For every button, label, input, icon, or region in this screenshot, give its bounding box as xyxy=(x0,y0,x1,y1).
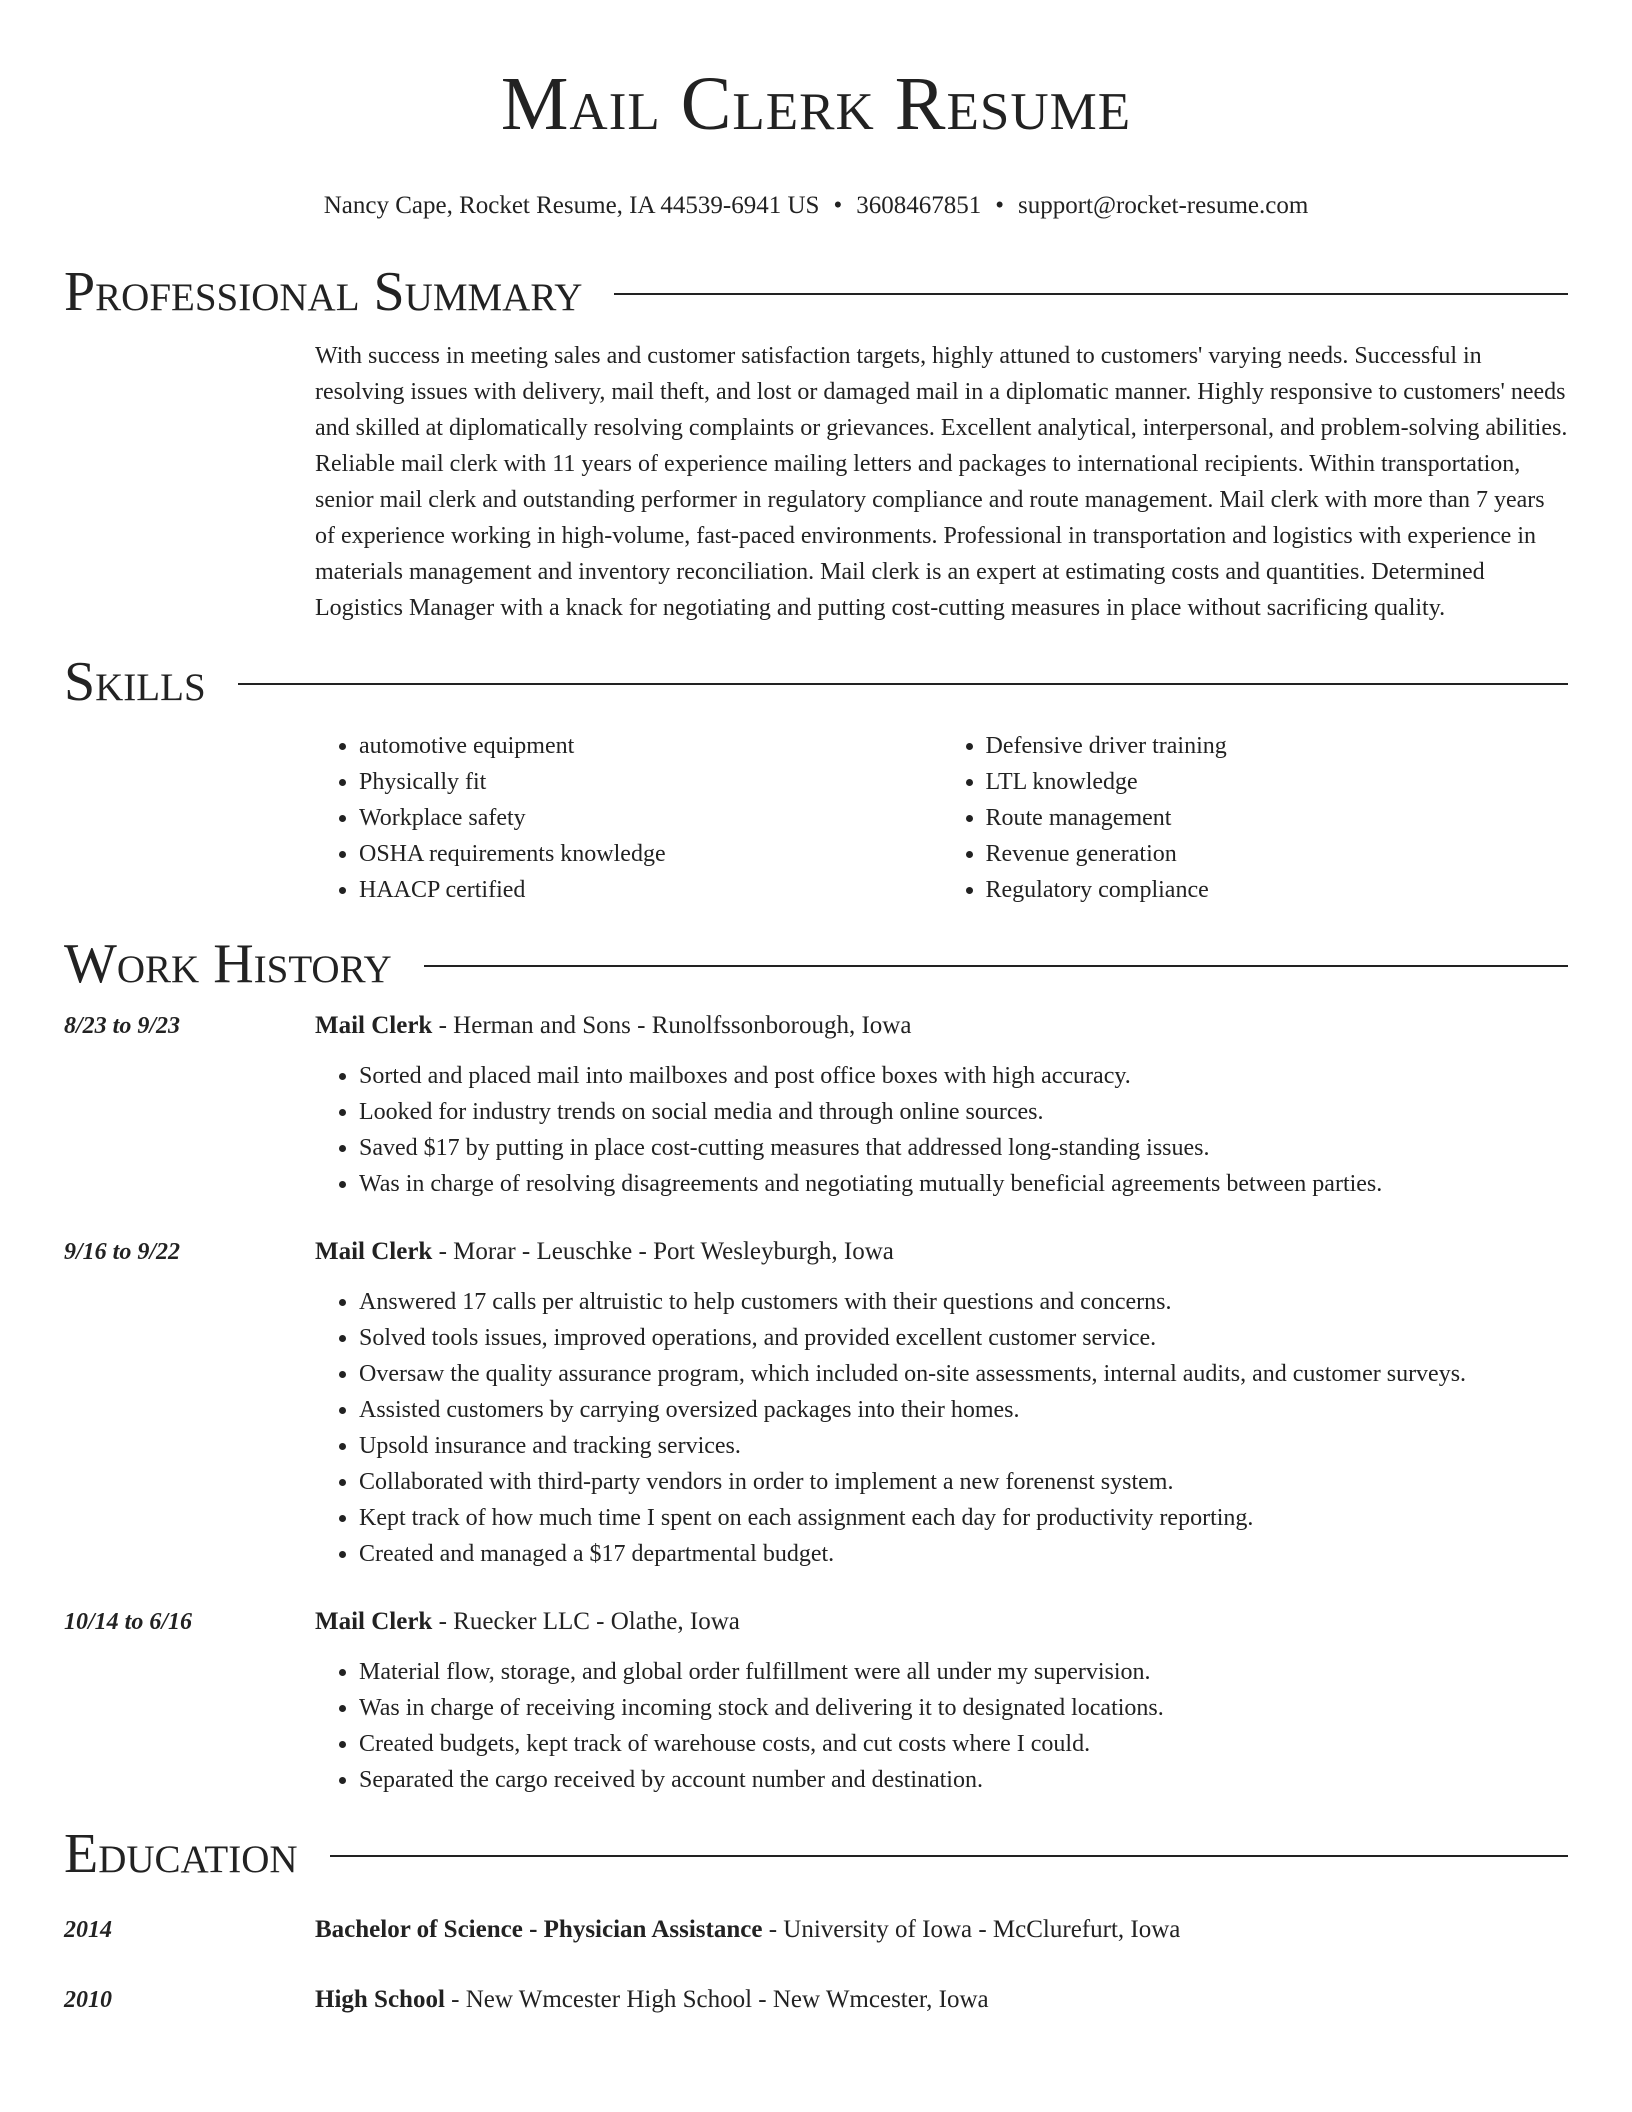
skill-item: • LTL knowledge xyxy=(986,764,1569,800)
job-bullet: • Separated the cargo received by account number and destination. xyxy=(359,1762,1568,1798)
job-bullet: • Kept track of how much time I spent on each assignment each day for productivity reporting. xyxy=(359,1500,1568,1536)
education-section-header xyxy=(64,1824,1568,1884)
job-bullet: • Created and managed a $17 departmental budget. xyxy=(359,1536,1568,1572)
section-divider xyxy=(424,965,1568,967)
summary-heading: Professional Summary xyxy=(64,261,583,323)
skills-column-left xyxy=(315,728,942,908)
job-bullet: • Created budgets, kept track of warehouse costs, and cut costs where I could. xyxy=(359,1726,1568,1762)
job-heading xyxy=(315,1004,1568,1044)
job-title: Mail Clerk xyxy=(315,1238,433,1265)
skills-list xyxy=(315,728,1568,908)
summary-text: With success in meeting sales and customer satisfaction targets, highly attuned to customers' varying needs. Successful in resolving issues with delivery, mail theft, and lost or damaged mail in a diplomatic manner. Highly responsive to customers' needs and skilled at diplomatically resolving complaints or grievances. Excellent analytical, interpersonal, and problem-solving abilities. Reliable mail clerk with 11 years of experience mailing letters and packages to international recipients. Within transportation, senior mail clerk and outstanding performer in regulatory compliance and route management. Mail clerk with more than 7 years of experience working in high-volume, fast-paced environments. Professional in transportation and logistics with experience in materials management and inventory reconciliation. Mail clerk is an expert at estimating costs and quantities. Determined Logistics Manager with a knack for negotiating and putting cost-cutting measures in place without sacrificing quality. xyxy=(315,343,1568,621)
job-bullet: • Looked for industry trends on social media and through online sources. xyxy=(359,1094,1568,1130)
job-body xyxy=(315,1230,1568,1572)
education-year: 2014 xyxy=(64,1917,112,1943)
work-heading: Work History xyxy=(64,933,392,995)
job-bullet: • Was in charge of resolving disagreements and negotiating mutually beneficial agreements between parties. xyxy=(359,1166,1568,1202)
skill-item: • Physically fit xyxy=(359,764,942,800)
education-degree: High School xyxy=(315,1986,445,2013)
work-section-header xyxy=(64,934,1568,994)
section-divider xyxy=(238,683,1568,685)
education-entry xyxy=(64,1912,1568,1948)
job-bullet: • Oversaw the quality assurance program, which included on-site assessments, internal audits, and customer surveys. xyxy=(359,1356,1568,1392)
summary-section xyxy=(315,338,1568,626)
job-title: Mail Clerk xyxy=(315,1608,433,1635)
job-title: Mail Clerk xyxy=(315,1012,433,1039)
education-year: 2010 xyxy=(64,1987,112,2013)
skill-item: • HAACP certified xyxy=(359,872,942,908)
summary-section-header xyxy=(64,262,1568,322)
job-dates: 9/16 to 9/22 xyxy=(64,1239,181,1265)
job-bullet: • Upsold insurance and tracking services. xyxy=(359,1428,1568,1464)
job-bullet: • Collaborated with third-party vendors in order to implement a new forenenst system. xyxy=(359,1464,1568,1500)
education-degree: Bachelor of Science - Physician Assistance xyxy=(315,1916,763,1943)
job-bullets xyxy=(315,1058,1568,1202)
skill-item: • Route management xyxy=(986,800,1569,836)
skill-item: • OSHA requirements knowledge xyxy=(359,836,942,872)
section-divider xyxy=(330,1855,1568,1857)
job-dates: 10/14 to 6/16 xyxy=(64,1609,193,1635)
skill-item: • Revenue generation xyxy=(986,836,1569,872)
job-entry xyxy=(64,1004,1568,1202)
contact-separator: • xyxy=(995,192,1004,219)
contact-line xyxy=(64,190,1568,222)
skills-column-right xyxy=(942,728,1569,908)
job-details: - Ruecker LLC - Olathe, Iowa xyxy=(432,1608,740,1635)
contact-address: Nancy Cape, Rocket Resume, IA 44539-6941 US xyxy=(323,192,820,219)
contact-separator: • xyxy=(833,192,843,219)
job-dates: 8/23 to 9/23 xyxy=(64,1013,181,1039)
education-heading-line xyxy=(315,1912,1180,1948)
job-details: - Herman and Sons - Runolfssonborough, Iowa xyxy=(432,1012,912,1039)
job-bullet: • Saved $17 by putting in place cost-cutting measures that addressed long-standing issues. xyxy=(359,1130,1568,1166)
skills-heading: Skills xyxy=(64,651,206,713)
job-bullets xyxy=(315,1284,1568,1572)
contact-email: support@rocket-resume.com xyxy=(1018,192,1309,219)
job-bullet: • Sorted and placed mail into mailboxes and post office boxes with high accuracy. xyxy=(359,1058,1568,1094)
education-heading: Education xyxy=(64,1823,298,1885)
job-heading xyxy=(315,1600,1568,1640)
education-entry xyxy=(64,1982,1568,2018)
job-body xyxy=(315,1600,1568,1798)
job-bullet: • Answered 17 calls per altruistic to help customers with their questions and concerns. xyxy=(359,1284,1568,1320)
job-bullet: • Solved tools issues, improved operations, and provided excellent customer service. xyxy=(359,1320,1568,1356)
skill-item: • Regulatory compliance xyxy=(986,872,1569,908)
section-divider xyxy=(614,293,1568,295)
education-heading-line xyxy=(315,1982,989,2018)
education-details: - University of Iowa - McClurefurt, Iowa xyxy=(762,1916,1181,1943)
contact-phone: 3608467851 xyxy=(856,192,982,219)
job-heading xyxy=(315,1230,1568,1270)
job-details: - Morar - Leuschke - Port Wesleyburgh, Iowa xyxy=(432,1238,894,1265)
skill-item: • Workplace safety xyxy=(359,800,942,836)
skill-item: • automotive equipment xyxy=(359,728,942,764)
job-bullet: • Assisted customers by carrying oversized packages into their homes. xyxy=(359,1392,1568,1428)
job-bullet: • Material flow, storage, and global order fulfillment were all under my supervision. xyxy=(359,1654,1568,1690)
resume-title: Mail Clerk Resume xyxy=(500,62,1132,146)
job-entry xyxy=(64,1600,1568,1798)
education-details: - New Wmcester High School - New Wmcester, Iowa xyxy=(444,1986,989,2013)
job-entry xyxy=(64,1230,1568,1572)
job-body xyxy=(315,1004,1568,1202)
skill-item: • Defensive driver training xyxy=(986,728,1569,764)
skills-section-header xyxy=(64,652,1568,712)
job-bullet: • Was in charge of receiving incoming stock and delivering it to designated locations. xyxy=(359,1690,1568,1726)
job-bullets xyxy=(315,1654,1568,1798)
